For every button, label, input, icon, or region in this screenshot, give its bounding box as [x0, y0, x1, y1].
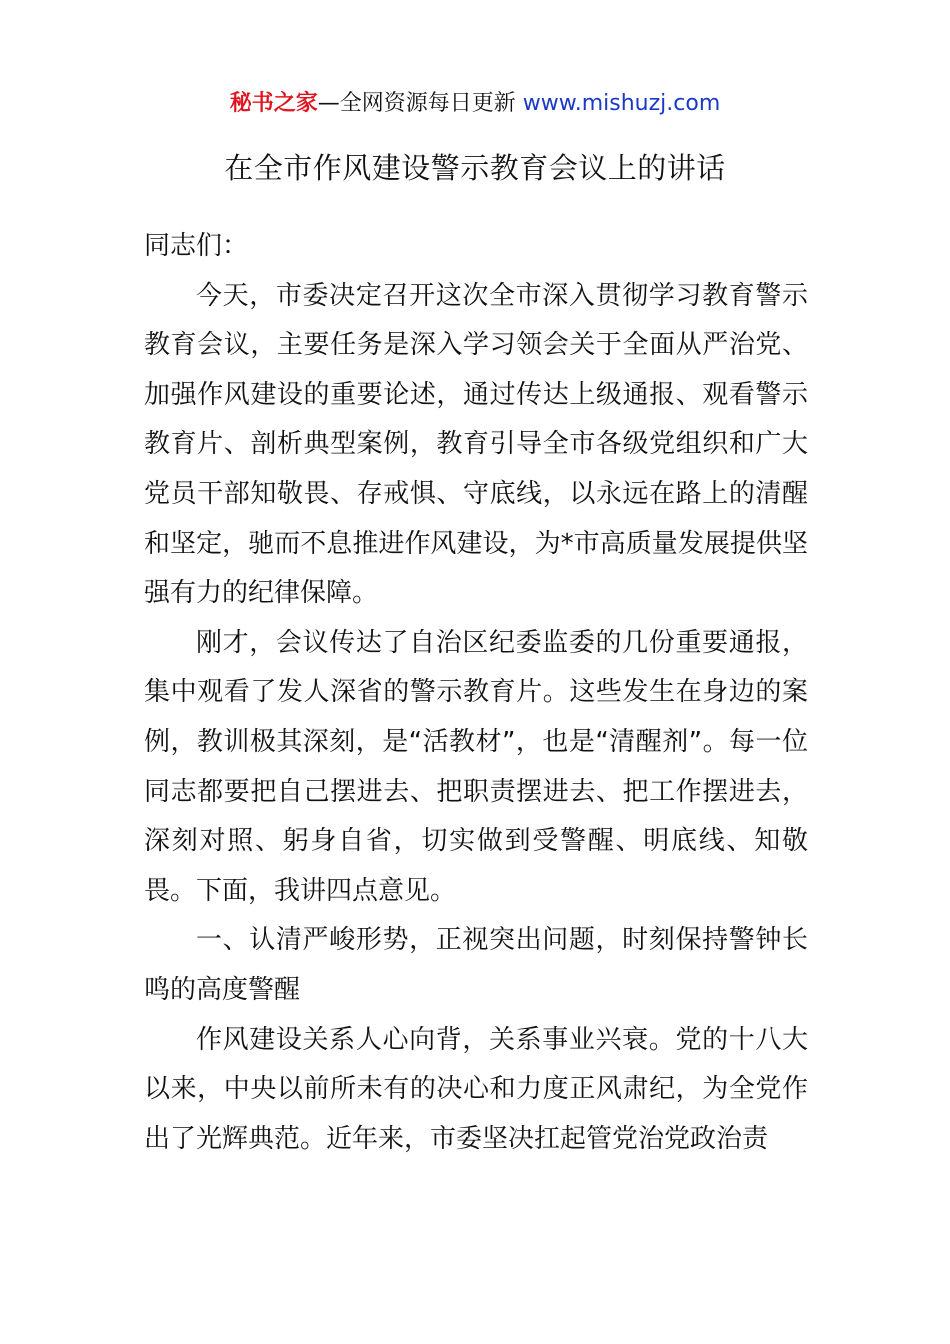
- site-header: [0, 88, 950, 120]
- site-url-link[interactable]: www.mishuzj.com: [522, 91, 721, 116]
- document-body: [144, 222, 808, 1164]
- paragraph-intro: 今天，市委决定召开这次全市深入贯彻学习教育警示教育会议，主要任务是深入学习领会关于全面从严治党、加强作风建设的重要论述，通过传达上级通报、观看警示教育片、剖析典型案例，教育引导全市各级党组织和广大党员干部知敬畏、存戒惧、守底线，以永远在路上的清醒和坚定，驰而不息推进作风建设，为*市高质量发展提供坚强有力的纪律保障。: [144, 280, 808, 609]
- salutation: 同志们：: [144, 231, 249, 261]
- section-heading-one: 一、认清严峻形势，正视突出问题，时刻保持警钟长鸣的高度警醒: [144, 925, 808, 1005]
- brand-name: 秘书之家: [229, 91, 318, 116]
- paragraph-section-one: 作风建设关系人心向背，关系事业兴衰。党的十八大以来，中央以前所未有的决心和力度正风肃纪，为全党作出了光辉典范。近年来，市委坚决扛起管党治党政治责: [144, 1024, 808, 1154]
- header-tagline: —全网资源每日更新: [317, 91, 523, 116]
- document-title: 在全市作风建设警示教育会议上的讲话: [224, 151, 726, 185]
- paragraph-review: 刚才，会议传达了自治区纪委监委的几份重要通报，集中观看了发人深省的警示教育片。这些发生在身边的案例，教训极其深刻，是“活教材”，也是“清醒剂”。每一位同志都要把自己摆进去、把职责摆进去、把工作摆进去，深刻对照、躬身自省，切实做到受警醒、明底线、知敬畏。下面，我讲四点意见。: [144, 627, 808, 906]
